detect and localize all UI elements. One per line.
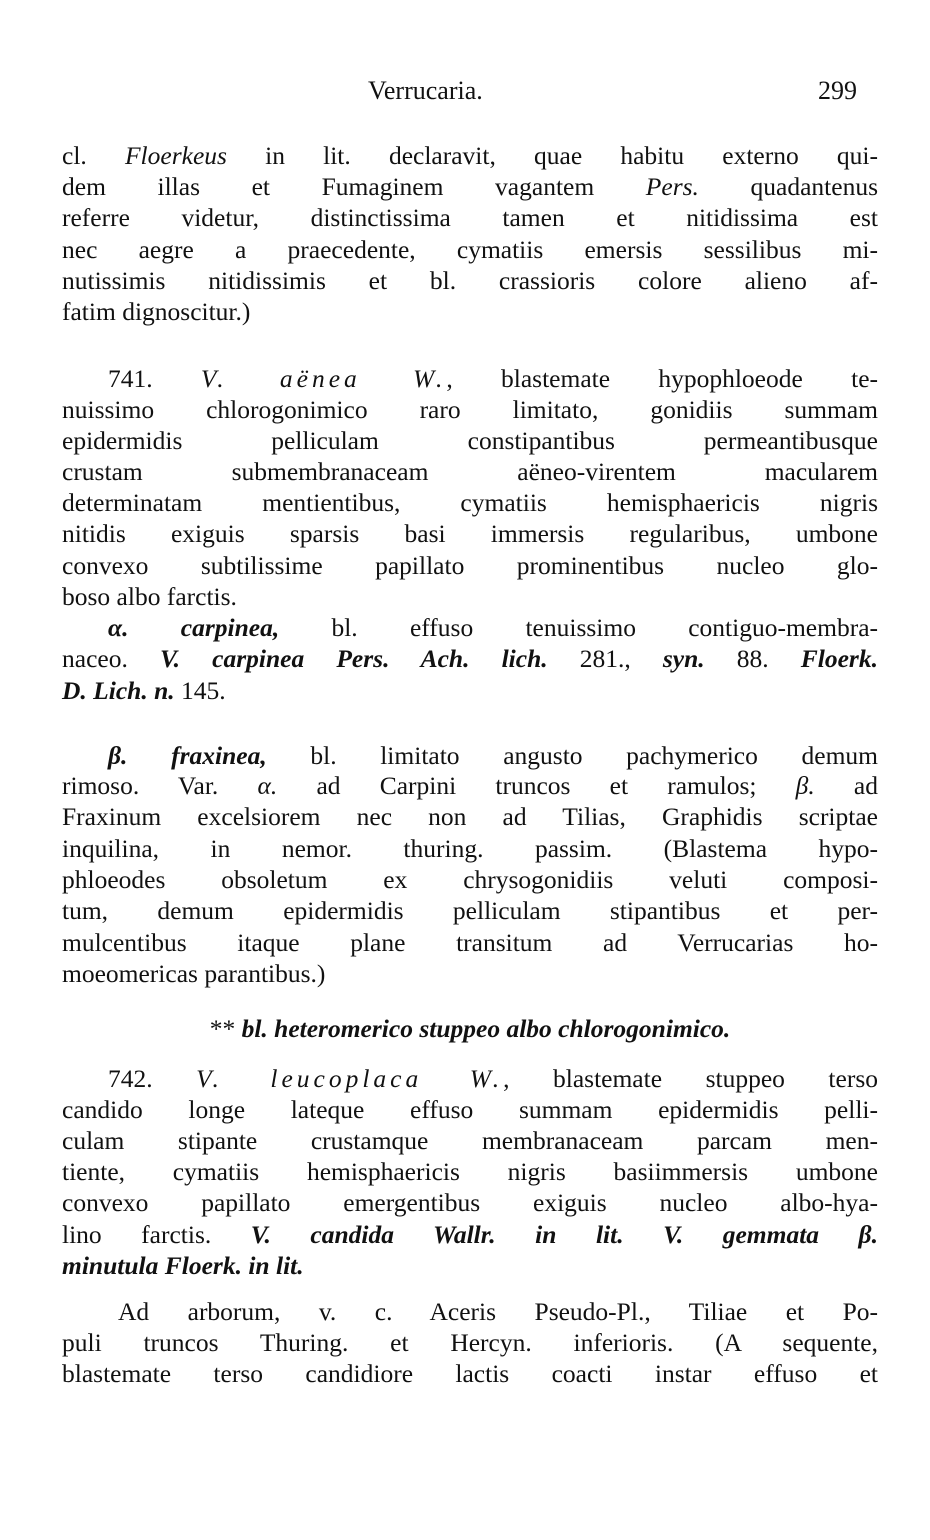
text-segment: blastemate terso candidiore lactis coacti instar effuso et bbox=[62, 1359, 878, 1388]
text-line bbox=[62, 265, 878, 296]
text-line bbox=[62, 518, 878, 549]
text-segment: boso albo farctis. bbox=[62, 582, 237, 611]
text-segment: determinatam mentientibus, cymatiis hemisphaericis nigris bbox=[62, 488, 878, 517]
emphasized-text: V. carpinea Pers. Ach. lich. bbox=[159, 644, 548, 673]
text-segment: nutissimis nitidissimis et bl. crassioris colore alieno af- bbox=[62, 266, 878, 295]
emphasized-text: β. bbox=[795, 771, 815, 800]
text-line bbox=[62, 296, 878, 327]
text-line bbox=[62, 1094, 878, 1125]
text-line bbox=[62, 171, 878, 202]
text-line bbox=[62, 394, 878, 425]
text-line bbox=[62, 801, 878, 832]
text-segment: culam stipante crustamque membranaceam parcam men- bbox=[62, 1126, 878, 1155]
text-line bbox=[62, 1250, 878, 1281]
emphasized-text: bl. heteromerico stuppeo albo chlorogonimico. bbox=[241, 1014, 731, 1043]
text-line bbox=[62, 927, 878, 958]
text-segment: nuissimo chlorogonimico raro limitato, gonidiis summam bbox=[62, 395, 878, 424]
text-segment: crustam submembranaceam aëneo-virentem macularem bbox=[62, 457, 878, 486]
text-segment: tum, demum epidermidis pelliculam stipantibus et per- bbox=[62, 896, 878, 925]
text-segment: naceo. bbox=[62, 644, 160, 673]
text-segment: 741. bbox=[108, 364, 201, 393]
emphasized-text: β. fraxinea, bbox=[108, 741, 267, 770]
text-line bbox=[108, 612, 878, 643]
emphasized-text: α. bbox=[257, 771, 278, 800]
text-line bbox=[62, 1125, 878, 1156]
emphasized-text: V. candida Wallr. in lit. V. gemmata β. bbox=[250, 1220, 878, 1249]
text-segment: nitidis exiguis sparsis basi immersis regularibus, umbone bbox=[62, 519, 878, 548]
text-line bbox=[108, 1063, 878, 1094]
text-segment: quadantenus bbox=[698, 172, 878, 201]
text-segment: mulcentibus itaque plane transitum ad Verrucarias ho- bbox=[62, 928, 878, 957]
emphasized-text: minutula Floerk. in lit. bbox=[62, 1251, 304, 1280]
text-line bbox=[62, 202, 878, 233]
text-line bbox=[62, 1327, 878, 1358]
text-segment: ad bbox=[814, 771, 878, 800]
text-line bbox=[62, 1187, 878, 1218]
emphasized-text: α. carpinea, bbox=[108, 613, 280, 642]
text-segment: convexo papillato emergentibus exiguis nucleo albo-hya- bbox=[62, 1188, 878, 1217]
text-line bbox=[108, 740, 878, 771]
text-segment: 742. bbox=[108, 1064, 197, 1093]
text-line bbox=[62, 487, 878, 518]
text-segment: 145. bbox=[174, 676, 226, 705]
text-line bbox=[108, 363, 878, 394]
emphasized-text: Floerk. bbox=[800, 644, 878, 673]
emphasized-text: D. Lich. n. bbox=[62, 676, 175, 705]
running-head-title: Verrucaria. bbox=[368, 76, 483, 105]
text-line bbox=[62, 581, 878, 612]
text-segment: phloeodes obsoletum ex chrysogonidiis veluti composi- bbox=[62, 865, 878, 894]
text-segment: , blastemate hypophloeode te- bbox=[446, 364, 879, 393]
text-segment: ** bbox=[209, 1014, 242, 1043]
text-segment: moeomericas parantibus.) bbox=[62, 959, 326, 988]
text-segment: fatim dignoscitur.) bbox=[62, 297, 251, 326]
text-segment: Fraxinum excelsiorem nec non ad Tilias, Graphidis scriptae bbox=[62, 802, 878, 831]
text-line bbox=[62, 550, 878, 581]
text-line bbox=[62, 643, 878, 674]
text-segment: 281., bbox=[547, 644, 663, 673]
text-line bbox=[62, 456, 878, 487]
text-segment: bl. limitato angusto pachymerico demum bbox=[266, 741, 878, 770]
text-line bbox=[118, 1296, 878, 1327]
emphasized-text: V. leucoplaca W. bbox=[196, 1064, 504, 1093]
text-segment: nec aegre a praecedente, cymatiis emersis sessilibus mi- bbox=[62, 235, 878, 264]
text-segment: convexo subtilissime papillato prominentibus nucleo glo- bbox=[62, 551, 878, 580]
text-line bbox=[62, 833, 878, 864]
text-segment: in lit. declaravit, quae habitu externo qui- bbox=[226, 141, 878, 170]
text-line bbox=[62, 1156, 878, 1187]
emphasized-text: V. aënea W. bbox=[200, 364, 447, 393]
text-line bbox=[62, 675, 878, 706]
text-segment: lino farctis. bbox=[62, 1220, 251, 1249]
text-segment: 88. bbox=[704, 644, 801, 673]
text-segment: rimoso. Var. bbox=[62, 771, 258, 800]
text-line bbox=[62, 864, 878, 895]
text-segment: , blastemate stuppeo terso bbox=[503, 1064, 878, 1093]
text-segment: bl. effuso tenuissimo contiguo-membra- bbox=[279, 613, 878, 642]
text-line bbox=[62, 895, 878, 926]
text-segment: Ad arborum, v. c. Aceris Pseudo-Pl., Tiliae et Po- bbox=[118, 1297, 878, 1326]
emphasized-text: Pers. bbox=[645, 172, 699, 201]
text-segment: cl. bbox=[62, 141, 125, 170]
text-line bbox=[62, 770, 878, 801]
text-segment: candido longe lateque effuso summam epidermidis pelli- bbox=[62, 1095, 878, 1124]
text-segment: referre videtur, distinctissima tamen et nitidissima est bbox=[62, 203, 878, 232]
text-segment: epidermidis pelliculam constipantibus permeantibusque bbox=[62, 426, 878, 455]
text-line bbox=[62, 1013, 878, 1044]
emphasized-text: Floerkeus bbox=[124, 141, 227, 170]
text-line bbox=[62, 1219, 878, 1250]
text-line bbox=[62, 425, 878, 456]
text-line bbox=[62, 234, 878, 265]
text-line bbox=[62, 1358, 878, 1389]
text-segment: dem illas et Fumaginem vagantem bbox=[62, 172, 646, 201]
text-line bbox=[62, 140, 878, 171]
emphasized-text: syn. bbox=[662, 644, 705, 673]
text-segment: inquilina, in nemor. thuring. passim. (Blastema hypo- bbox=[62, 834, 878, 863]
text-segment: ad Carpini truncos et ramulos; bbox=[277, 771, 796, 800]
text-line bbox=[62, 958, 878, 989]
page-number: 299 bbox=[818, 76, 857, 105]
text-segment: puli truncos Thuring. et Hercyn. inferioris. (A sequente, bbox=[62, 1328, 878, 1357]
text-segment: tiente, cymatiis hemisphaericis nigris basiimmersis umbone bbox=[62, 1157, 878, 1186]
